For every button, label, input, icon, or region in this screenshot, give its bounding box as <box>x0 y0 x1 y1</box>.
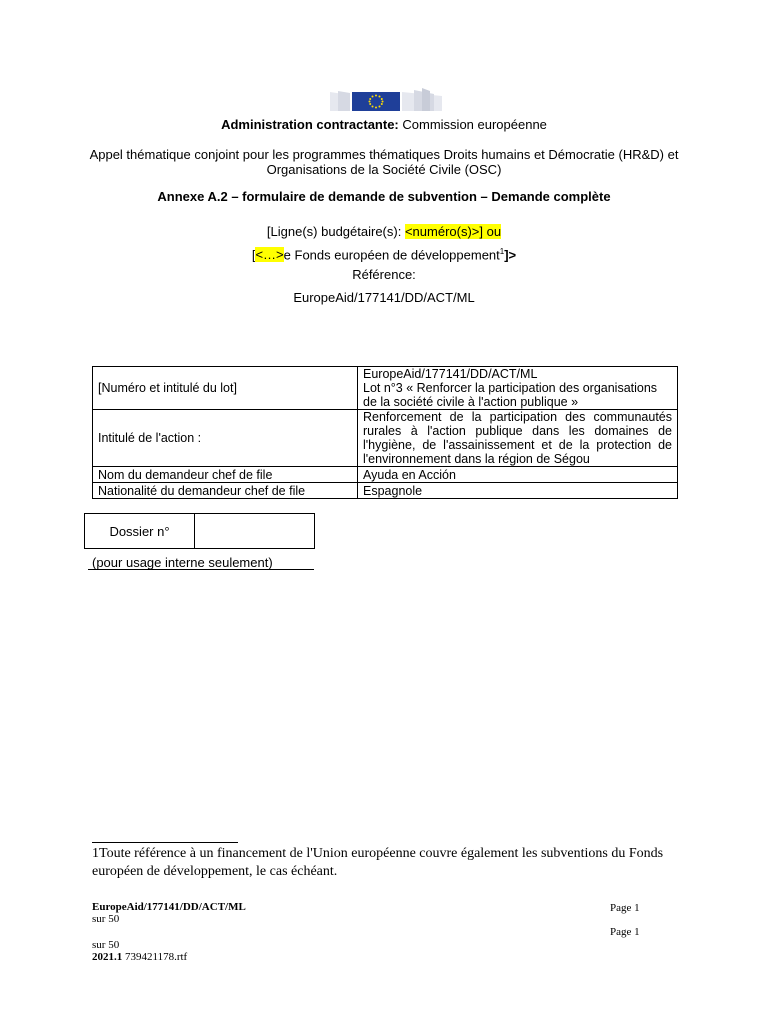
reference-label: Référence: <box>352 267 416 282</box>
footer-version: 2021.1 <box>92 951 123 963</box>
lead-applicant-nationality-label: Nationalité du demandeur chef de file <box>93 483 358 499</box>
footer-page-number-2: Page 1 <box>610 926 640 938</box>
european-commission-logo <box>330 87 442 111</box>
action-title-value: Renforcement de la participation des communautés rurales à l'action publique dans les domaines de l'hygiène, de l'assainissement et de la protection de l'environnement dans la région de Ségou <box>358 410 678 467</box>
contracting-authority <box>0 117 768 132</box>
fund-line-highlight: <…> <box>255 247 284 263</box>
footer-filename: 739421178.rtf <box>125 951 188 963</box>
call-title <box>0 147 768 177</box>
fund-line-text: e Fonds européen de développement <box>283 247 500 263</box>
lot-label: [Numéro et intitulé du lot] <box>93 367 358 410</box>
budget-line <box>0 224 768 239</box>
annex-title: Annexe A.2 – formulaire de demande de subvention – Demande complète <box>157 189 611 204</box>
table-row <box>93 367 678 410</box>
footer-file-info <box>92 951 187 963</box>
footnote-marker: 1 <box>499 247 505 256</box>
dossier-label: Dossier n° <box>85 514 195 548</box>
lot-table <box>92 366 678 499</box>
footer-page-total-2: sur 50 <box>92 939 120 951</box>
table-row <box>93 467 678 483</box>
lead-applicant-name-value: Ayuda en Acción <box>358 467 678 483</box>
footnote-separator <box>92 842 238 843</box>
lot-title: Lot n°3 « Renforcer la participation des organisations de la société civile à l'action publique » <box>363 381 658 409</box>
call-title-line1: Appel thématique conjoint pour les programmes thématiques Droits humains et Démocratie (HR&D) et <box>89 147 679 162</box>
action-title-label: Intitulé de l'action : <box>93 410 358 467</box>
table-row <box>93 410 678 467</box>
footer-page-number-1: Page 1 <box>610 902 640 914</box>
fund-line-open: [ <box>251 247 256 263</box>
call-title-line2: Organisations de la Société Civile (OSC) <box>266 162 502 177</box>
dossier-number-field <box>195 514 314 548</box>
budget-line-prefix: [Ligne(s) budgétaire(s): <box>266 224 402 239</box>
footnote: 1Toute référence à un financement de l'Union européenne couvre également les subventions du Fonds européen de développement, le cas échéant. <box>92 846 664 879</box>
dossier-box <box>84 513 315 549</box>
lot-reference: EuropeAid/177141/DD/ACT/ML <box>363 367 538 381</box>
reference-value: EuropeAid/177141/DD/ACT/ML <box>293 290 475 305</box>
lead-applicant-nationality-value: Espagnole <box>358 483 678 499</box>
table-row <box>93 483 678 499</box>
fund-line-close: ]> <box>504 247 517 263</box>
footer-reference: EuropeAid/177141/DD/ACT/ML <box>92 901 246 913</box>
contracting-authority-label: Administration contractante: <box>221 117 399 132</box>
internal-use-note: (pour usage interne seulement) <box>92 555 273 570</box>
footer-page-total-1: sur 50 <box>92 913 120 925</box>
lot-value <box>358 367 678 410</box>
budget-line-highlight: <numéro(s)>] ou <box>404 224 502 239</box>
contracting-authority-value: Commission européenne <box>402 117 547 132</box>
lead-applicant-name-label: Nom du demandeur chef de file <box>93 467 358 483</box>
usage-divider <box>88 569 314 570</box>
fund-line <box>0 247 768 262</box>
